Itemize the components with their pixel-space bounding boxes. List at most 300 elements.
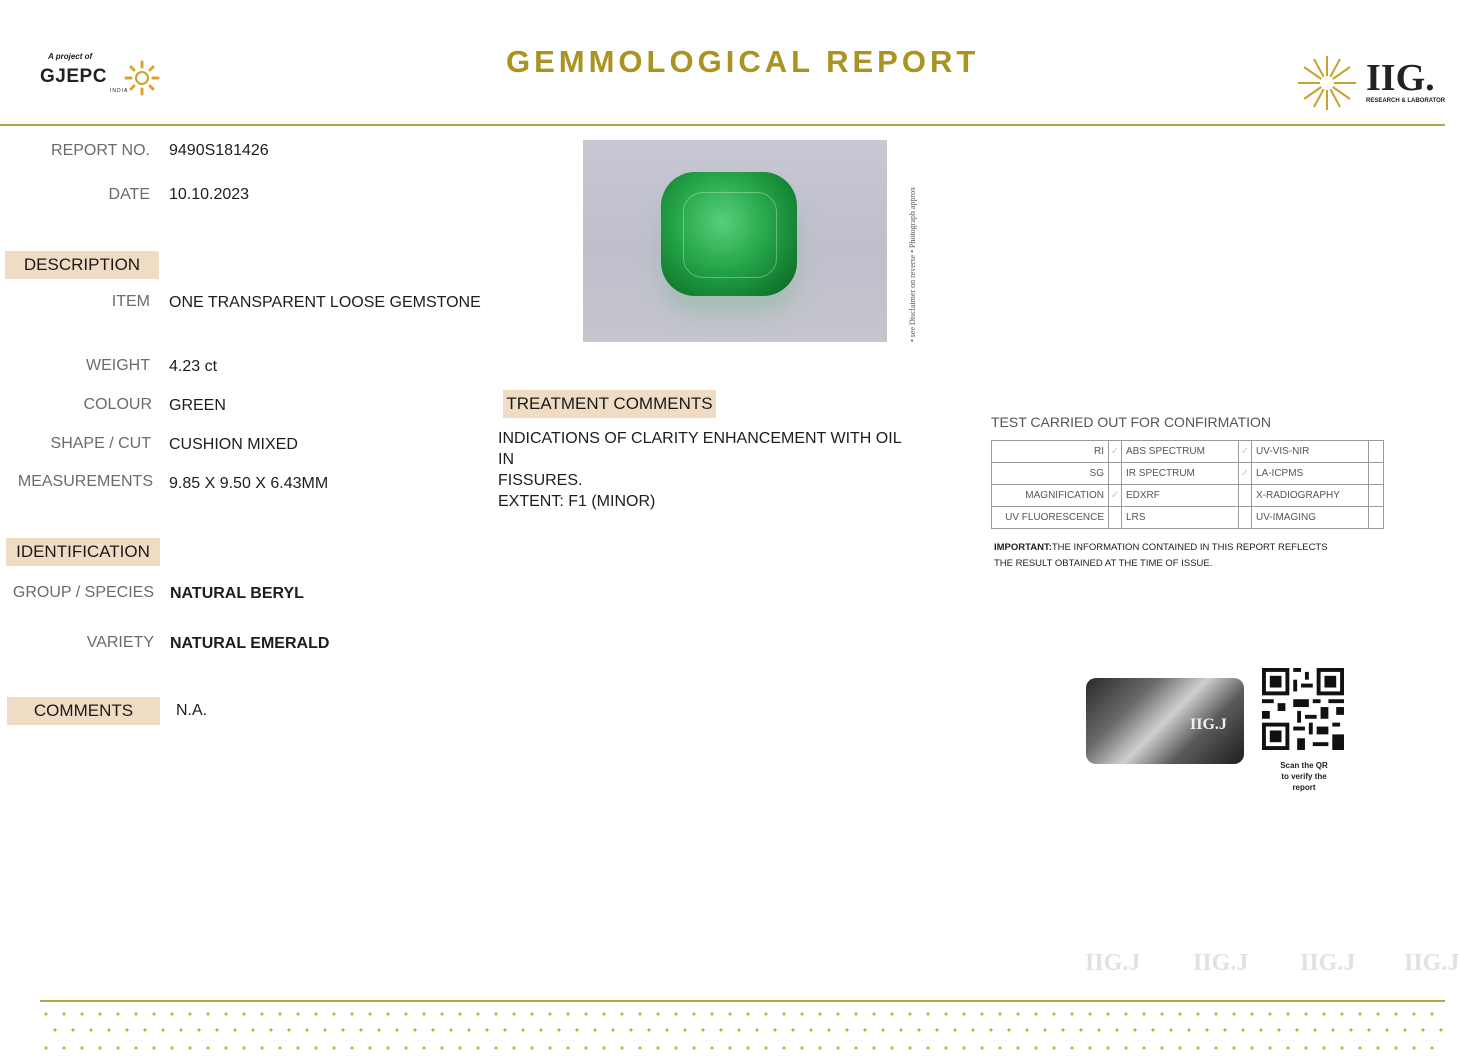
star-icon [800, 1046, 805, 1051]
star-icon [467, 1028, 472, 1033]
star-icon [1394, 1012, 1399, 1017]
star-icon [1241, 1028, 1246, 1033]
check-icon: ✓ [1239, 463, 1252, 485]
star-icon [1196, 1012, 1201, 1017]
star-icon [1124, 1046, 1129, 1051]
star-icon [620, 1046, 625, 1051]
star-icon [620, 1012, 625, 1017]
watermark-logo: IIG.J [1404, 950, 1459, 976]
hologram-seal [1086, 678, 1244, 764]
star-icon [665, 1028, 670, 1033]
star-icon [530, 1046, 535, 1051]
test-cell: UV-VIS-NIR [1252, 441, 1369, 463]
star-icon [494, 1046, 499, 1051]
table-row [992, 441, 1384, 463]
watermark-logo: IIG.J [1300, 950, 1356, 976]
variety-value: NATURAL EMERALD [170, 635, 330, 652]
star-icon [656, 1046, 661, 1051]
gjepc-logo [38, 50, 168, 102]
star-icon [1160, 1046, 1165, 1051]
star-icon [1151, 1028, 1156, 1033]
star-icon [719, 1028, 724, 1033]
star-icon [512, 1012, 517, 1017]
star-icon [314, 1012, 319, 1017]
star-icon [431, 1028, 436, 1033]
gjepc-name: GJEPC [40, 66, 107, 87]
tests-title: TEST CARRIED OUT FOR CONFIRMATION [991, 414, 1272, 430]
star-icon [1358, 1046, 1363, 1051]
star-icon [1268, 1012, 1273, 1017]
star-icon [1358, 1012, 1363, 1017]
star-icon [872, 1046, 877, 1051]
star-icon [224, 1046, 229, 1051]
star-icon [44, 1012, 49, 1017]
star-icon [1232, 1012, 1237, 1017]
star-icon [602, 1012, 607, 1017]
star-icon [485, 1028, 490, 1033]
star-icon [512, 1046, 517, 1051]
test-cell: UV-IMAGING [1252, 507, 1369, 529]
star-icon [278, 1012, 283, 1017]
star-icon [971, 1028, 976, 1033]
star-icon [548, 1012, 553, 1017]
star-icon [368, 1046, 373, 1051]
star-icon [98, 1046, 103, 1051]
star-icon [1043, 1028, 1048, 1033]
table-row [992, 463, 1384, 485]
gjepc-india: INDIA [110, 88, 129, 94]
star-icon [1403, 1028, 1408, 1033]
star-icon [503, 1028, 508, 1033]
empty-cell [1369, 463, 1384, 485]
star-icon [881, 1028, 886, 1033]
star-icon [1223, 1028, 1228, 1033]
watermark-logo: IIG.J [1193, 950, 1249, 976]
star-icon [359, 1028, 364, 1033]
test-cell: X-RADIOGRAPHY [1252, 485, 1369, 507]
star-icon [116, 1012, 121, 1017]
star-icon [395, 1028, 400, 1033]
weight-label: WEIGHT [86, 357, 150, 374]
star-icon [1430, 1012, 1435, 1017]
star-icon [908, 1012, 913, 1017]
star-icon [1070, 1046, 1075, 1051]
star-icon [1088, 1046, 1093, 1051]
important-label: IMPORTANT: [994, 542, 1052, 553]
empty-cell [1369, 441, 1384, 463]
star-icon [287, 1028, 292, 1033]
star-icon [386, 1046, 391, 1051]
seal-text: IIG.J [1190, 716, 1227, 733]
star-icon [845, 1028, 850, 1033]
star-icon [1016, 1012, 1021, 1017]
star-icon [818, 1012, 823, 1017]
star-icon [764, 1046, 769, 1051]
test-cell: ABS SPECTRUM [1122, 441, 1239, 463]
star-icon [89, 1028, 94, 1033]
star-icon [1340, 1012, 1345, 1017]
star-icon [188, 1012, 193, 1017]
star-icon [710, 1046, 715, 1051]
star-icon [1349, 1028, 1354, 1033]
footer-divider [40, 1000, 1445, 1002]
star-icon [737, 1028, 742, 1033]
star-icon [1367, 1028, 1372, 1033]
star-icon [638, 1012, 643, 1017]
star-icon [1142, 1012, 1147, 1017]
star-icon [332, 1012, 337, 1017]
star-icon [944, 1046, 949, 1051]
report-no-label: REPORT NO. [51, 142, 150, 159]
iig-sunburst-icon [1294, 52, 1360, 114]
star-icon [1376, 1046, 1381, 1051]
star-icon [890, 1012, 895, 1017]
star-icon [134, 1012, 139, 1017]
star-icon [1079, 1028, 1084, 1033]
star-icon [1322, 1012, 1327, 1017]
measurements-value: 9.85 X 9.50 X 6.43MM [169, 475, 329, 492]
star-icon [1205, 1028, 1210, 1033]
star-icon [890, 1046, 895, 1051]
star-icon [1385, 1028, 1390, 1033]
star-icon [539, 1028, 544, 1033]
star-icon [1313, 1028, 1318, 1033]
star-icon [368, 1012, 373, 1017]
star-icon [233, 1028, 238, 1033]
star-icon [404, 1046, 409, 1051]
star-icon [422, 1012, 427, 1017]
star-icon [602, 1046, 607, 1051]
star-icon [935, 1028, 940, 1033]
star-icon [107, 1028, 112, 1033]
star-icon [575, 1028, 580, 1033]
star-icon [1106, 1012, 1111, 1017]
treatment-heading: TREATMENT COMMENTS [503, 390, 716, 418]
check-icon [1109, 463, 1122, 485]
check-icon [1239, 485, 1252, 507]
check-icon [1239, 507, 1252, 529]
star-icon [440, 1012, 445, 1017]
star-icon [566, 1012, 571, 1017]
star-icon [116, 1046, 121, 1051]
star-icon [584, 1046, 589, 1051]
star-icon [782, 1046, 787, 1051]
star-icon [980, 1046, 985, 1051]
treatment-text [498, 428, 918, 512]
star-icon [314, 1046, 319, 1051]
star-icon [1133, 1028, 1138, 1033]
check-icon [1109, 507, 1122, 529]
star-icon [1169, 1028, 1174, 1033]
star-icon [962, 1012, 967, 1017]
star-icon [872, 1012, 877, 1017]
star-icon [683, 1028, 688, 1033]
star-icon [1025, 1028, 1030, 1033]
star-icon [692, 1046, 697, 1051]
tests-table [991, 440, 1384, 529]
star-icon [980, 1012, 985, 1017]
emerald-gem [661, 172, 797, 296]
star-icon [476, 1046, 481, 1051]
important-note [994, 540, 1344, 572]
star-icon [854, 1046, 859, 1051]
star-icon [557, 1028, 562, 1033]
star-icon [179, 1028, 184, 1033]
star-icon [296, 1046, 301, 1051]
test-cell: MAGNIFICATION [992, 485, 1109, 507]
star-icon [710, 1012, 715, 1017]
star-icon [494, 1012, 499, 1017]
star-icon [530, 1012, 535, 1017]
star-icon [1106, 1046, 1111, 1051]
star-icon [386, 1012, 391, 1017]
star-icon [206, 1012, 211, 1017]
star-icon [80, 1046, 85, 1051]
star-icon [629, 1028, 634, 1033]
star-icon [674, 1046, 679, 1051]
star-icon [1304, 1012, 1309, 1017]
star-icon [1160, 1012, 1165, 1017]
star-icon [1034, 1012, 1039, 1017]
star-icon [836, 1046, 841, 1051]
check-icon: ✓ [1239, 441, 1252, 463]
star-icon [98, 1012, 103, 1017]
star-icon [296, 1012, 301, 1017]
star-icon [1286, 1046, 1291, 1051]
star-icon [458, 1012, 463, 1017]
check-icon: ✓ [1109, 441, 1122, 463]
star-icon [1214, 1012, 1219, 1017]
star-icon [206, 1046, 211, 1051]
star-icon [899, 1028, 904, 1033]
test-cell: IR SPECTRUM [1122, 463, 1239, 485]
star-icon [1016, 1046, 1021, 1051]
empty-cell [1369, 507, 1384, 529]
star-icon [458, 1046, 463, 1051]
star-icon [170, 1012, 175, 1017]
star-icon [152, 1012, 157, 1017]
photo-disclaimer: • see Disclaimer on reverse • Photograph approx [908, 186, 917, 342]
star-icon [1052, 1012, 1057, 1017]
identification-heading: IDENTIFICATION [6, 538, 160, 566]
star-icon [926, 1046, 931, 1051]
star-icon [278, 1046, 283, 1051]
star-icon [422, 1046, 427, 1051]
group-label: GROUP / SPECIES [12, 584, 154, 601]
star-icon [1412, 1012, 1417, 1017]
star-icon [1421, 1028, 1426, 1033]
test-cell: EDXRF [1122, 485, 1239, 507]
star-icon [827, 1028, 832, 1033]
star-icon [1070, 1012, 1075, 1017]
star-icon [746, 1046, 751, 1051]
star-icon [161, 1028, 166, 1033]
star-icon [1331, 1028, 1336, 1033]
empty-cell [1369, 485, 1384, 507]
report-no-value: 9490S181426 [169, 142, 269, 159]
star-icon [242, 1046, 247, 1051]
watermark-logo: IIG.J [1085, 950, 1141, 976]
star-icon [998, 1012, 1003, 1017]
test-cell: LA-ICPMS [1252, 463, 1369, 485]
star-icon [548, 1046, 553, 1051]
star-icon [1052, 1046, 1057, 1051]
table-row [992, 485, 1384, 507]
star-icon [566, 1046, 571, 1051]
star-icon [1412, 1046, 1417, 1051]
star-icon [809, 1028, 814, 1033]
star-icon [1097, 1028, 1102, 1033]
item-label: ITEM [111, 293, 150, 310]
star-icon [953, 1028, 958, 1033]
star-icon [341, 1028, 346, 1033]
star-icon [332, 1046, 337, 1051]
star-icon [71, 1028, 76, 1033]
shape-label: SHAPE / CUT [50, 435, 151, 452]
star-icon [260, 1046, 265, 1051]
test-cell: UV FLUORESCENCE [992, 507, 1109, 529]
check-icon: ✓ [1109, 485, 1122, 507]
star-icon [1376, 1012, 1381, 1017]
test-cell: RI [992, 441, 1109, 463]
star-icon [593, 1028, 598, 1033]
star-icon [782, 1012, 787, 1017]
date-value: 10.10.2023 [169, 186, 250, 203]
star-icon [260, 1012, 265, 1017]
star-icon [647, 1028, 652, 1033]
star-icon [962, 1046, 967, 1051]
star-icon [1430, 1046, 1435, 1051]
star-icon [674, 1012, 679, 1017]
star-icon [404, 1012, 409, 1017]
star-icon [1088, 1012, 1093, 1017]
star-icon [728, 1046, 733, 1051]
star-icon [863, 1028, 868, 1033]
star-icon [1061, 1028, 1066, 1033]
star-icon [350, 1046, 355, 1051]
star-icon [836, 1012, 841, 1017]
item-value: ONE TRANSPARENT LOOSE GEMSTONE [169, 294, 481, 311]
star-icon [1007, 1028, 1012, 1033]
star-icon [134, 1046, 139, 1051]
gjepc-tagline: A project of [48, 52, 93, 61]
star-icon [1304, 1046, 1309, 1051]
star-icon [152, 1046, 157, 1051]
comments-heading: COMMENTS [7, 697, 160, 725]
star-icon [656, 1012, 661, 1017]
star-icon [44, 1046, 49, 1051]
star-icon [224, 1012, 229, 1017]
iig-mark: IIG. [1366, 57, 1435, 99]
variety-label: VARIETY [86, 634, 154, 651]
star-icon [62, 1012, 67, 1017]
star-icon [584, 1012, 589, 1017]
star-icon [1268, 1046, 1273, 1051]
shape-value: CUSHION MIXED [169, 436, 298, 453]
star-icon [998, 1046, 1003, 1051]
star-icon [1295, 1028, 1300, 1033]
star-icon [944, 1012, 949, 1017]
star-icon [143, 1028, 148, 1033]
gemstone-photo [583, 140, 887, 342]
star-icon [242, 1012, 247, 1017]
star-icon [692, 1012, 697, 1017]
weight-value: 4.23 ct [169, 358, 218, 375]
star-icon [773, 1028, 778, 1033]
star-icon [917, 1028, 922, 1033]
star-icon [251, 1028, 256, 1033]
star-icon [854, 1012, 859, 1017]
important-text: THE INFORMATION CONTAINED IN THIS REPORT REFLECTS THE RESULT OBTAINED AT THE TIME OF ISSUE. [994, 542, 1328, 569]
star-icon [188, 1046, 193, 1051]
star-icon [449, 1028, 454, 1033]
star-icon [728, 1012, 733, 1017]
star-icon [1187, 1028, 1192, 1033]
star-icon [1142, 1046, 1147, 1051]
star-icon [215, 1028, 220, 1033]
star-icon [269, 1028, 274, 1033]
star-icon [638, 1046, 643, 1051]
star-icon [80, 1012, 85, 1017]
star-icon [800, 1012, 805, 1017]
qr-caption: Scan the QR to verify the report [1280, 761, 1328, 792]
star-icon [1250, 1046, 1255, 1051]
star-icon [170, 1046, 175, 1051]
star-icon [818, 1046, 823, 1051]
star-icon [1178, 1046, 1183, 1051]
treatment-line-2: FISSURES. [498, 472, 583, 489]
table-row [992, 507, 1384, 529]
star-icon [350, 1012, 355, 1017]
star-icon [1196, 1046, 1201, 1051]
star-icon [1214, 1046, 1219, 1051]
star-icon [521, 1028, 526, 1033]
star-icon [1250, 1012, 1255, 1017]
star-icon [746, 1012, 751, 1017]
measurements-label: MEASUREMENTS [17, 473, 153, 490]
star-icon [323, 1028, 328, 1033]
star-icon [611, 1028, 616, 1033]
group-value: NATURAL BERYL [170, 585, 304, 602]
star-icon [1034, 1046, 1039, 1051]
star-icon [197, 1028, 202, 1033]
star-icon [62, 1046, 67, 1051]
qr-code-icon [1262, 668, 1344, 750]
star-icon [1232, 1046, 1237, 1051]
star-icon [791, 1028, 796, 1033]
star-icon [53, 1028, 58, 1033]
star-icon [125, 1028, 130, 1033]
star-icon [989, 1028, 994, 1033]
header-divider [0, 124, 1445, 126]
star-icon [413, 1028, 418, 1033]
star-icon [377, 1028, 382, 1033]
star-icon [1178, 1012, 1183, 1017]
star-icon [926, 1012, 931, 1017]
star-icon [305, 1028, 310, 1033]
star-icon [1286, 1012, 1291, 1017]
report-title: GEMMOLOGICAL REPORT [506, 44, 980, 79]
test-cell: LRS [1122, 507, 1239, 529]
star-icon [764, 1012, 769, 1017]
star-icon [1394, 1046, 1399, 1051]
colour-label: COLOUR [83, 396, 152, 413]
date-label: DATE [108, 186, 150, 203]
test-cell: SG [992, 463, 1109, 485]
description-heading: DESCRIPTION [5, 251, 159, 279]
iig-logo [1292, 48, 1445, 120]
star-icon [1115, 1028, 1120, 1033]
